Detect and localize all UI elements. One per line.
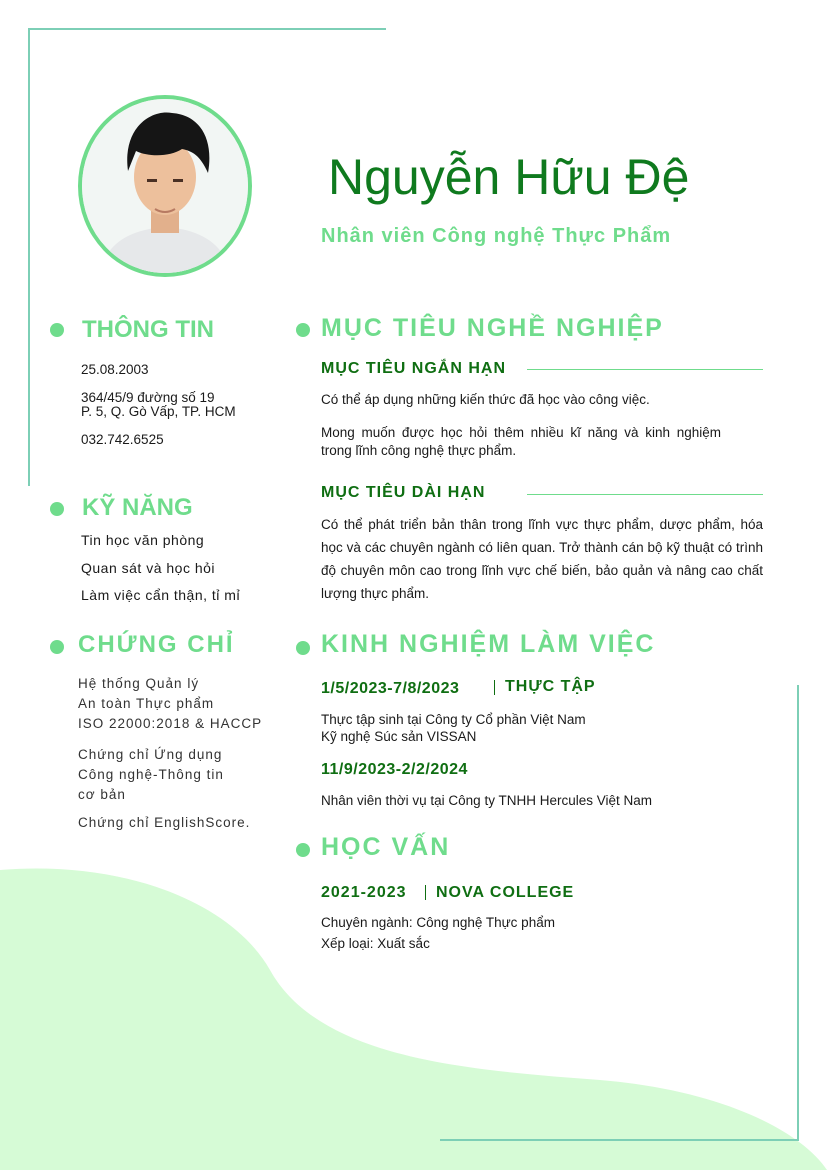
section-title-objective: MỤC TIÊU NGHỀ NGHIỆP (321, 314, 664, 342)
section-title-experience: KINH NGHIỆM LÀM VIỆC (321, 630, 656, 658)
cert-item-line: Chứng chỉ Ứng dụng (78, 747, 223, 762)
job1-description-line1: Thực tập sinh tại Công ty Cổ phần Việt Nam (321, 712, 586, 727)
background-wave-shape (0, 860, 827, 1170)
cert-item-line: cơ bản (78, 787, 126, 802)
education-years: 2021-2023 (321, 884, 407, 901)
skill-item: Tin học văn phòng (81, 532, 205, 548)
section-bullet-info (50, 323, 64, 337)
dob-text: 25.08.2003 (81, 362, 149, 377)
cert-item-line: An toàn Thực phẩm (78, 696, 215, 711)
section-title-certs: CHỨNG CHỈ (78, 631, 235, 658)
avatar-photo (82, 99, 248, 273)
subsection-title-short-term: MỤC TIÊU NGẮN HẠN (321, 360, 506, 377)
separator (494, 680, 495, 695)
candidate-role: Nhân viên Công nghệ Thực Phẩm (321, 225, 672, 247)
section-bullet-skills (50, 502, 64, 516)
short-term-goal-1: Có thể áp dụng những kiến thức đã học vào công việc. (321, 392, 650, 407)
frame-bottom-line (440, 1139, 799, 1141)
frame-right-line (797, 685, 799, 1140)
address-line1: 364/45/9 đường số 19 (81, 390, 215, 405)
frame-left-line (28, 28, 30, 486)
job1-description-line2: Kỹ nghệ Súc sản VISSAN (321, 729, 477, 744)
section-title-education: HỌC VẤN (321, 833, 451, 861)
section-title-skills: KỸ NĂNG (82, 494, 193, 521)
school-name: NOVA COLLEGE (436, 884, 575, 901)
address-line2: P. 5, Q. Gò Vấp, TP. HCM (81, 404, 236, 419)
job1-date: 1/5/2023-7/8/2023 (321, 680, 460, 697)
separator (425, 885, 426, 900)
subsection-title-long-term: MỤC TIÊU DÀI HẠN (321, 484, 486, 501)
skill-item: Quan sát và học hỏi (81, 560, 216, 576)
job1-type: THỰC TẬP (505, 678, 596, 695)
job2-date: 11/9/2023-2/2/2024 (321, 761, 468, 778)
avatar (78, 95, 252, 277)
cert-item-line: Công nghệ-Thông tin (78, 767, 224, 782)
short-term-goal-2: Mong muốn được học hỏi thêm nhiều kĩ năng và kinh nghiệm trong lĩnh công nghệ thực phẩm. (321, 425, 721, 458)
candidate-name: Nguyễn Hữu Đệ (328, 149, 690, 205)
education-grade: Xếp loại: Xuất sắc (321, 936, 430, 951)
section-bullet-education (296, 843, 310, 857)
section-bullet-experience (296, 641, 310, 655)
cert-item-line: ISO 22000:2018 & HACCP (78, 716, 263, 731)
job2-description: Nhân viên thời vụ tại Công ty TNHH Hercules Việt Nam (321, 793, 652, 808)
phone-text: 032.742.6525 (81, 432, 164, 447)
section-title-info: THÔNG TIN (82, 316, 214, 343)
divider-line (527, 494, 763, 495)
cert-item-line: Hệ thống Quản lý (78, 676, 200, 691)
skill-item: Làm việc cẩn thận, tỉ mỉ (81, 587, 241, 603)
long-term-goal: Có thể phát triển bản thân trong lĩnh vực thực phẩm, dược phẩm, hóa học và các chuyên ngành có liên quan. Trở thành cán bộ kỹ thuật có trình độ chuyên môn cao trong lĩnh vực chế biến, bảo quản và nâng cao chất lượng thực phẩm. (321, 517, 763, 601)
section-bullet-certs (50, 640, 64, 654)
section-bullet-objective (296, 323, 310, 337)
divider-line (527, 369, 763, 370)
frame-top-line (28, 28, 386, 30)
education-major: Chuyên ngành: Công nghệ Thực phẩm (321, 915, 555, 930)
cert-item-line: Chứng chỉ EnglishScore. (78, 815, 251, 830)
